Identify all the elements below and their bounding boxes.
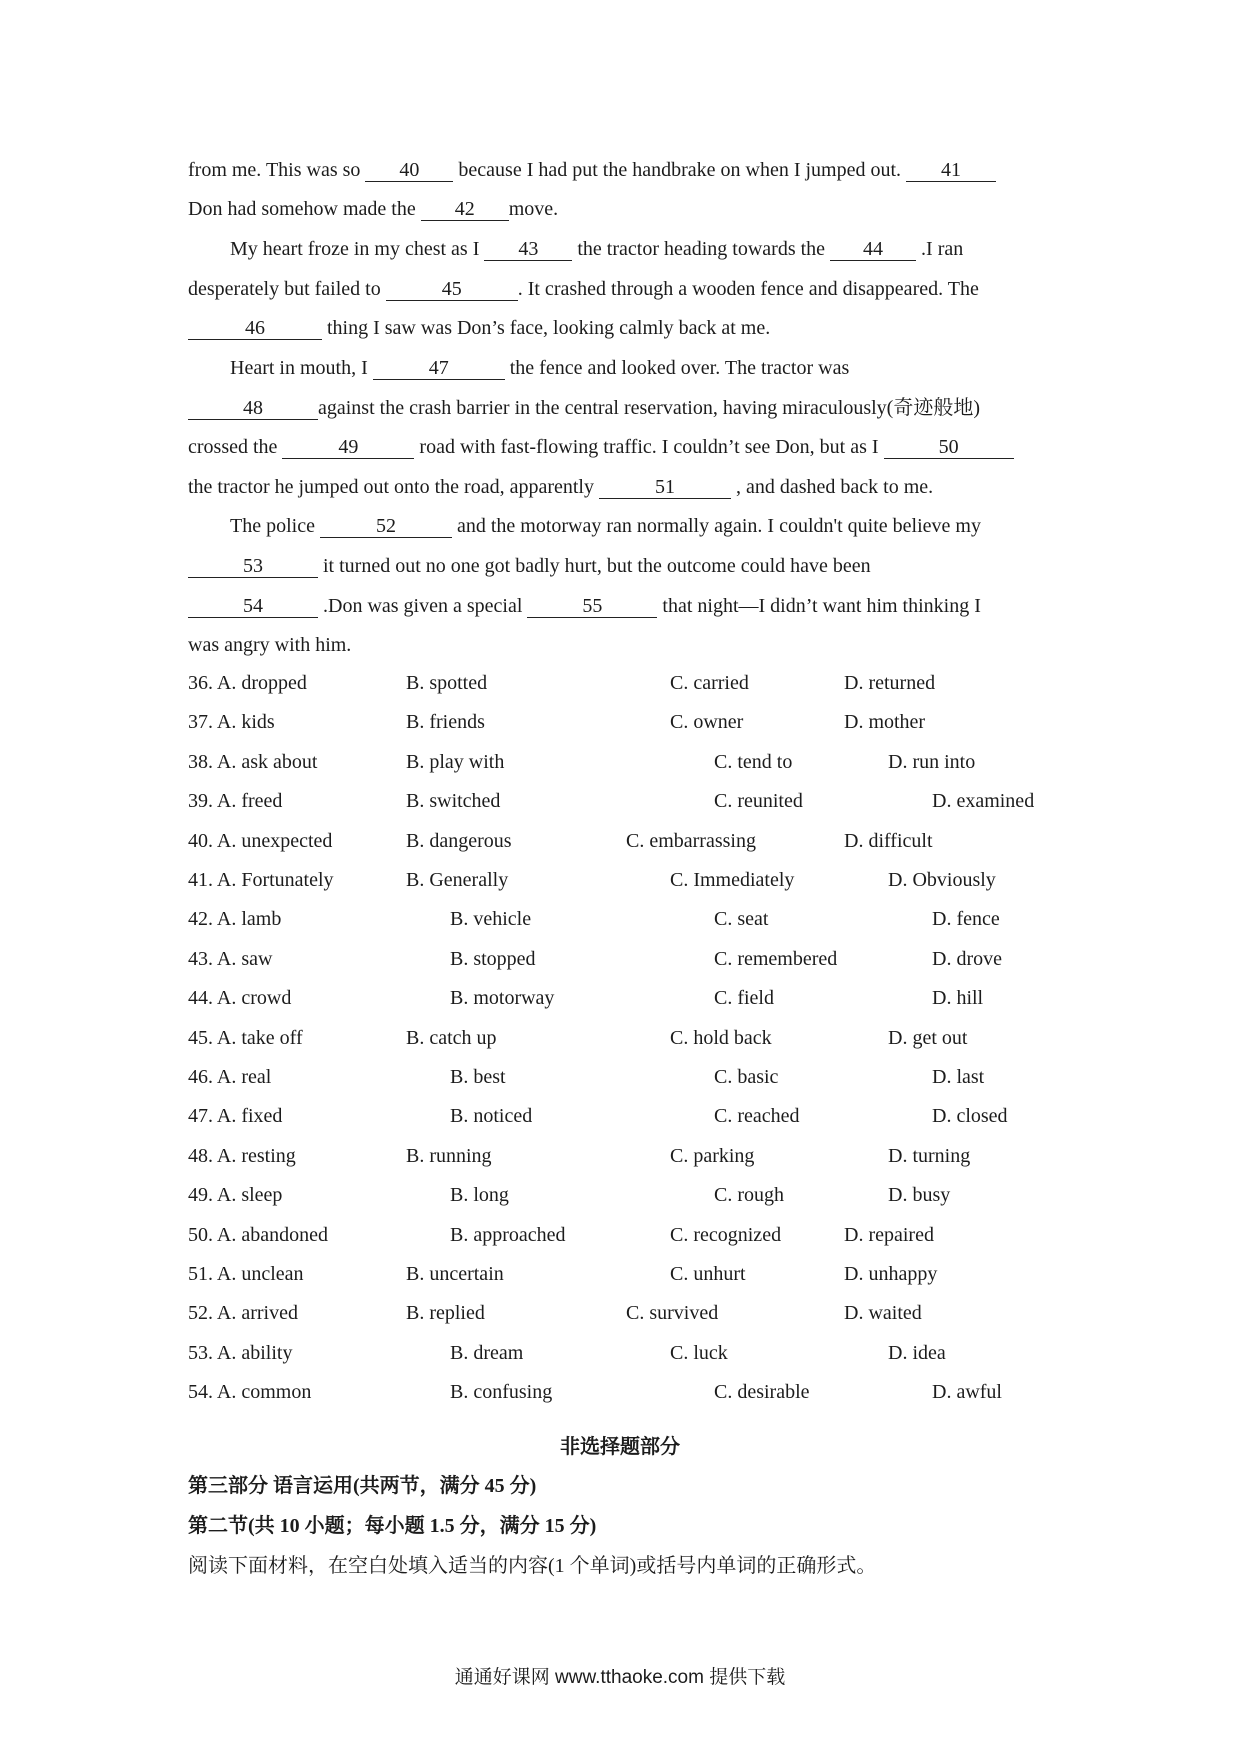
option-b: B. play with [406, 750, 505, 773]
option-b: B. catch up [406, 1026, 497, 1049]
option-b: B. friends [406, 711, 485, 734]
option-a: 47. A. fixed [188, 1105, 283, 1128]
question-row [188, 711, 1068, 737]
text: the fence and looked over. The tractor was [504, 357, 850, 379]
option-d: D. run into [888, 750, 976, 773]
question-row [188, 987, 1068, 1013]
text: My heart froze in my chest as I [230, 238, 485, 260]
option-b: B. long [450, 1184, 509, 1207]
question-row [188, 908, 1068, 934]
option-b: B. replied [406, 1302, 485, 1325]
blank-42: 42 [421, 198, 509, 221]
question-row [188, 1224, 1068, 1250]
option-c: C. recognized [670, 1223, 782, 1246]
option-d: D. mother [844, 711, 926, 734]
option-c: C. parking [670, 1144, 755, 1167]
option-a: 49. A. sleep [188, 1184, 283, 1207]
text: . It crashed through a wooden fence and disappeared. The [517, 278, 979, 300]
option-c: C. field [714, 987, 774, 1010]
option-c: C. seat [714, 908, 769, 931]
text: crossed the [188, 436, 283, 458]
option-b: B. approached [450, 1223, 566, 1246]
option-c: C. desirable [714, 1381, 810, 1404]
section-heading: 非选择题部分 [560, 1436, 680, 1458]
option-d: D. drove [932, 947, 1002, 970]
option-d: D. examined [932, 790, 1035, 813]
option-a: 37. A. kids [188, 711, 275, 734]
option-b: B. dangerous [406, 829, 512, 852]
option-b: B. Generally [406, 869, 509, 891]
part-three-title: 第三部分 语言运用(共两节，满分 45 分) [188, 1475, 537, 1497]
option-a: 40. A. unexpected [188, 829, 333, 852]
text: .I ran [916, 238, 964, 260]
option-c: C. luck [670, 1341, 728, 1364]
option-d: D. busy [888, 1184, 951, 1207]
passage-line-4 [188, 277, 979, 301]
option-b: B. stopped [450, 947, 536, 970]
question-row [188, 751, 1068, 777]
option-d: D. difficult [844, 829, 933, 852]
option-b: B. motorway [450, 987, 555, 1010]
question-row [188, 790, 1068, 816]
option-c: C. unhurt [670, 1263, 746, 1285]
option-a: 38. A. ask about [188, 750, 318, 773]
text: from me. This was so [188, 159, 366, 181]
passage-line-8 [188, 435, 1014, 459]
option-c: C. owner [670, 711, 744, 734]
option-b: B. noticed [450, 1105, 533, 1128]
option-c: C. embarrassing [626, 829, 756, 852]
blank-54: 54 [188, 595, 318, 618]
passage-line-2 [188, 197, 558, 221]
text: , and dashed back to me. [730, 476, 934, 498]
text: it turned out no one got badly hurt, but the outcome could have been [318, 555, 871, 577]
blank-48: 48 [188, 397, 318, 420]
text: that night—I didn’t want him thinking I [657, 595, 981, 617]
passage-line-9 [188, 475, 933, 499]
option-d: D. get out [888, 1026, 968, 1049]
text: Don had somehow made the [188, 198, 421, 220]
passage-line-1 [188, 158, 996, 182]
option-c: C. remembered [714, 947, 838, 970]
option-d: D. unhappy [844, 1263, 938, 1285]
text: .Don was given a special [318, 595, 528, 617]
footer-credit: 通通好课网 www.tthaoke.com 提供下载 [454, 1667, 786, 1688]
option-d: D. fence [932, 908, 1000, 931]
instruction-text: 阅读下面材料，在空白处填入适当的内容(1 个单词)或括号内单词的正确形式。 [188, 1555, 877, 1577]
option-a: 36. A. dropped [188, 672, 307, 694]
option-d: D. returned [844, 672, 936, 694]
blank-46: 46 [188, 317, 322, 340]
text: was angry with him. [188, 634, 352, 656]
option-a: 43. A. saw [188, 947, 273, 970]
blank-41: 41 [906, 159, 996, 182]
option-c: C. hold back [670, 1026, 772, 1049]
option-d: D. hill [932, 987, 984, 1010]
text: the tractor he jumped out onto the road, apparently [188, 476, 599, 498]
option-a: 45. A. take off [188, 1026, 303, 1049]
text: because I had put the handbrake on when I jumped out. [453, 159, 907, 181]
option-c: C. survived [626, 1302, 719, 1325]
text: against the crash barrier in the central reservation, having miraculously(奇迹般地) [318, 397, 980, 419]
option-c: C. carried [670, 672, 749, 694]
blank-51: 51 [599, 476, 731, 499]
option-d: D. closed [932, 1105, 1008, 1128]
question-row [188, 948, 1068, 974]
option-b: B. dream [450, 1341, 524, 1364]
blank-53: 53 [188, 555, 318, 578]
option-a: 54. A. common [188, 1381, 312, 1404]
question-row [188, 830, 1068, 856]
option-a: 53. A. ability [188, 1341, 293, 1364]
question-row [188, 1263, 1068, 1289]
text: the tractor heading towards the [572, 238, 831, 260]
option-d: D. Obviously [888, 869, 996, 891]
question-row [188, 1184, 1068, 1210]
option-b: B. confusing [450, 1381, 553, 1404]
option-a: 51. A. unclean [188, 1263, 304, 1285]
option-a: 48. A. resting [188, 1144, 296, 1167]
passage-line-7 [188, 396, 980, 420]
passage-line-12 [188, 594, 981, 618]
option-c: C. Immediately [670, 869, 795, 891]
option-b: B. vehicle [450, 908, 532, 931]
question-row [188, 1066, 1068, 1092]
blank-49: 49 [282, 436, 414, 459]
question-row [188, 869, 1068, 895]
option-c: C. tend to [714, 750, 793, 773]
option-a: 52. A. arrived [188, 1302, 298, 1325]
question-row [188, 1302, 1068, 1328]
question-row [188, 1381, 1068, 1407]
option-d: D. awful [932, 1381, 1002, 1404]
option-a: 50. A. abandoned [188, 1223, 328, 1246]
question-row [188, 672, 1068, 698]
blank-45: 45 [386, 278, 518, 301]
option-b: B. running [406, 1144, 492, 1167]
passage-line-10 [230, 514, 981, 538]
question-row [188, 1027, 1068, 1053]
option-d: D. repaired [844, 1223, 934, 1246]
section-two-title: 第二节(共 10 小题；每小题 1.5 分，满分 15 分) [188, 1515, 597, 1537]
question-row [188, 1105, 1068, 1131]
text: and the motorway ran normally again. I couldn't quite believe my [451, 515, 981, 537]
blank-43: 43 [484, 238, 572, 261]
option-d: D. idea [888, 1341, 946, 1364]
blank-52: 52 [320, 515, 452, 538]
option-d: D. turning [888, 1144, 971, 1167]
passage-line-3 [230, 237, 963, 261]
text: move. [508, 198, 559, 220]
passage-line-13 [188, 633, 351, 657]
passage-line-6 [230, 356, 849, 380]
passage-line-5 [188, 316, 770, 340]
option-b: B. uncertain [406, 1263, 504, 1285]
blank-55: 55 [527, 595, 657, 618]
question-row [188, 1342, 1068, 1368]
blank-50: 50 [884, 436, 1014, 459]
option-a: 42. A. lamb [188, 908, 282, 931]
text: desperately but failed to [188, 278, 386, 300]
option-c: C. basic [714, 1066, 779, 1088]
option-c: C. reunited [714, 790, 803, 813]
blank-47: 47 [373, 357, 505, 380]
option-a: 39. A. freed [188, 790, 283, 813]
text: road with fast-flowing traffic. I couldn’t see Don, but as I [414, 436, 884, 458]
blank-44: 44 [830, 238, 916, 261]
option-d: D. last [932, 1066, 985, 1088]
text: Heart in mouth, I [230, 357, 373, 379]
option-c: C. rough [714, 1184, 784, 1207]
option-b: B. spotted [406, 672, 488, 694]
passage-line-11 [188, 554, 871, 578]
option-b: B. best [450, 1066, 506, 1088]
option-a: 41. A. Fortunately [188, 869, 334, 891]
option-a: 46. A. real [188, 1066, 272, 1088]
question-row [188, 1145, 1068, 1171]
text: thing I saw was Don’s face, looking calmly back at me. [322, 317, 771, 339]
option-c: C. reached [714, 1105, 800, 1128]
option-a: 44. A. crowd [188, 987, 292, 1010]
option-d: D. waited [844, 1302, 922, 1325]
text: The police [230, 515, 320, 537]
option-b: B. switched [406, 790, 501, 813]
blank-40: 40 [365, 159, 453, 182]
